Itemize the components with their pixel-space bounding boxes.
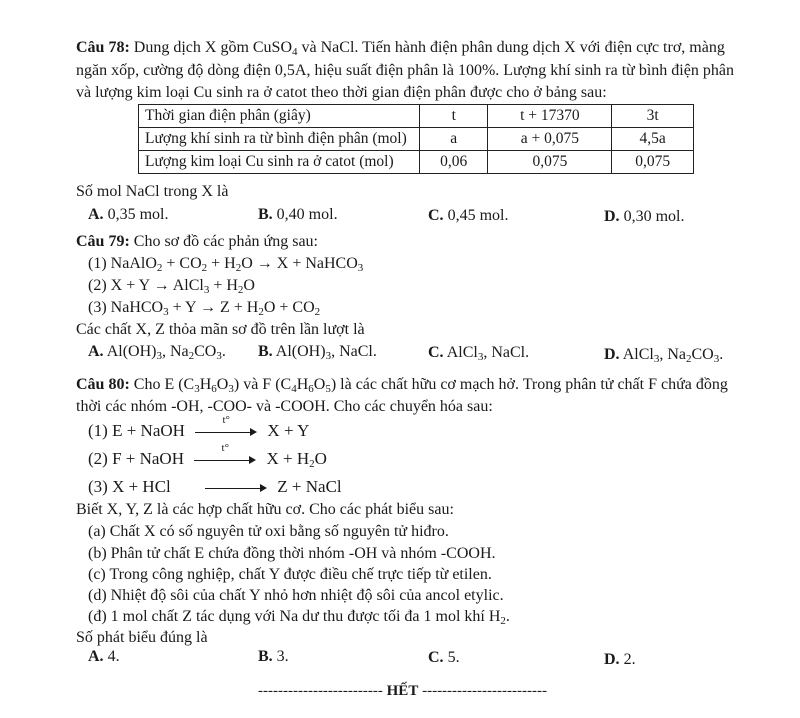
option-text: 4.: [107, 648, 120, 665]
dashes-right: -------------------------: [422, 683, 547, 699]
option-letter: D.: [604, 651, 620, 668]
q80-reaction-3: [88, 476, 342, 497]
table-cell: 0,075: [612, 151, 694, 174]
r1-left: (1) E + NaOH: [88, 421, 185, 440]
option-text: Al(OH): [106, 343, 157, 360]
q80-intro2: Biết X, Y, Z là các hợp chất hữu cơ. Cho các phát biểu sau:: [76, 501, 454, 518]
q80-statement-a: (a) Chất X có số nguyên tử oxi bằng số nguyên tử hiđro.: [88, 523, 449, 540]
q80-text-a: Cho E (C: [133, 376, 195, 393]
r3-a: (3) NaHCO: [88, 299, 164, 316]
q80-option-d[interactable]: [604, 650, 636, 670]
option-letter: C.: [428, 344, 444, 361]
q80-statement-c: (c) Trong công nghiệp, chất Y được điều chế trực tiếp từ etilen.: [88, 566, 492, 583]
arrow-heat-icon: [194, 442, 256, 467]
table-row: [139, 151, 694, 174]
option-letter: B.: [258, 206, 273, 223]
option-letter: C.: [428, 207, 444, 224]
r1-right: X + Y: [267, 421, 310, 440]
q80-statement-b: (b) Phân tử chất E chứa đồng thời nhóm -OH và nhóm -COOH.: [88, 545, 496, 562]
option-text: AlCl: [446, 344, 478, 361]
q79-option-c[interactable]: C. AlCl$_3$, NaCl.: [428, 344, 530, 363]
table-cell: 0,06: [420, 151, 488, 174]
q79-option-b[interactable]: B. $Al(OH)_3$, NaCl.: [258, 343, 377, 362]
option-text: 0,40 mol.: [276, 206, 338, 223]
q79-option-d[interactable]: D. AlCl$_3$, $Na_2CO_3$.: [604, 346, 724, 365]
q79-reaction-3: (3) NaHCO$_3$ + $Y \to Z + H_2O + CO_2$: [88, 299, 321, 318]
r2-a: (2) X + Y → AlCl: [88, 277, 204, 294]
option-letter: A.: [88, 206, 104, 223]
q79-reaction-2: (2) X + Y → AlCl$_3$ + $H_2O$: [88, 277, 255, 296]
table-row: [139, 105, 694, 128]
arrow-heat-icon: [195, 414, 257, 439]
option-letter: D.: [604, 208, 620, 225]
r2-left: (2) F + NaOH: [88, 449, 184, 468]
table-cell: 3t: [612, 105, 694, 128]
q79-line1: [76, 232, 318, 252]
q78-option-a[interactable]: [88, 205, 168, 225]
q80-label: Câu 80:: [76, 376, 130, 393]
table-cell: a + 0,075: [488, 128, 612, 151]
q80-line1: Câu 80: Cho E $(C_3H_6O_3)$ và F $(C_4H_6O_5)$ là các chất hữu cơ mạch hở. Trong phân tử chất F chứa đồng: [76, 376, 728, 395]
q78-option-c[interactable]: [428, 206, 508, 226]
q80-statement-d: (d) Nhiệt độ sôi của chất Y nhỏ hơn nhiệt độ sôi của ancol etylic.: [88, 587, 504, 604]
q78-question: Số mol NaCl trong X là: [76, 183, 229, 200]
option-text: 3.: [276, 648, 289, 665]
table-row: [139, 128, 694, 151]
r1-a: (1) NaAlO: [88, 255, 157, 272]
option-letter: A.: [88, 343, 104, 360]
q78-option-b[interactable]: [258, 205, 338, 225]
option-letter: B.: [258, 343, 273, 360]
end-text: HẾT: [386, 683, 419, 699]
end-marker: [258, 682, 547, 701]
q79-reaction-1: (1) NaAlO$_2$ + $CO_2 + H_2O \to X$ + NaHCO$_3$: [88, 255, 364, 274]
r3-left: (3) X + HCl: [88, 477, 171, 496]
option-letter: D.: [604, 346, 620, 363]
q80-reaction-2: (2) F + NaOH t° $X + H_2O$: [88, 442, 327, 470]
option-text: AlCl: [622, 346, 654, 363]
table-cell: t: [420, 105, 488, 128]
table-cell: a: [420, 128, 488, 151]
table-cell: Lượng kim loại Cu sinh ra ở catot (mol): [139, 151, 420, 174]
q80-text-b: ) và F (C: [233, 376, 292, 393]
q80-statement-dd: (đ) 1 mol chất Z tác dụng với Na dư thu được tối đa 1 mol khí $H_2$.: [88, 608, 510, 627]
table-cell: t + 17370: [488, 105, 612, 128]
table-cell: Thời gian điện phân (giây): [139, 105, 420, 128]
q78-sub: 4: [292, 46, 298, 58]
r3-right: Z + NaCl: [277, 477, 342, 496]
q78-text-b: và NaCl. Tiến hành điện phân dung dịch X với điện cực trơ, màng: [297, 39, 725, 56]
option-text: 2.: [623, 651, 636, 668]
r2-right: X + H: [266, 449, 310, 468]
arrow-label: t°: [222, 414, 230, 427]
option-text: 0,30 mol.: [623, 208, 685, 225]
option-text: 0,35 mol.: [107, 206, 169, 223]
arrow-icon: [205, 481, 267, 495]
q78-option-d[interactable]: [604, 207, 684, 227]
q80-question: Số phát biểu đúng là: [76, 629, 208, 646]
q80-reaction-1: [88, 414, 310, 441]
q79-label: Câu 79:: [76, 233, 130, 250]
q80-line2: thời các nhóm -OH, -COO- và -COOH. Cho các chuyển hóa sau:: [76, 398, 493, 415]
q79-question: Các chất X, Z thỏa mãn sơ đồ trên lần lượt là: [76, 321, 365, 338]
option-text: 5.: [447, 649, 460, 666]
electrolysis-table: [138, 104, 694, 174]
table-cell: 0,075: [488, 151, 612, 174]
option-letter: C.: [428, 649, 444, 666]
q80-option-c[interactable]: [428, 648, 460, 668]
statement-dd-text: (đ) 1 mol chất Z tác dụng với Na dư thu được tối đa 1 mol khí H: [88, 608, 501, 625]
option-letter: B.: [258, 648, 273, 665]
table-cell: Lượng khí sinh ra từ bình điện phân (mol): [139, 128, 420, 151]
q78-line3: và lượng kim loại Cu sinh ra ở catot theo thời gian điện phân được cho ở bảng sau:: [76, 84, 607, 101]
q80-text-c: ) là các chất hữu cơ mạch hở. Trong phân tử chất F chứa đồng: [330, 376, 728, 393]
q78-line1: [76, 38, 725, 58]
q79-intro: Cho sơ đồ các phản ứng sau:: [133, 233, 318, 250]
q79-option-a[interactable]: A. $Al(OH)_3$, $Na_2CO_3$.: [88, 343, 226, 362]
arrow-label: t°: [221, 442, 229, 455]
option-letter: A.: [88, 648, 104, 665]
option-text: 0,45 mol.: [447, 207, 509, 224]
table-cell: 4,5a: [612, 128, 694, 151]
q78-text-a: Dung dịch X gồm CuSO: [133, 39, 293, 56]
q78-label: Câu 78:: [76, 39, 130, 56]
option-text: Al(OH): [275, 343, 326, 360]
q80-option-b[interactable]: [258, 647, 289, 667]
q78-line2: ngăn xốp, cường độ dòng điện 0,5A, hiệu suất điện phân là 100%. Lượng khí sinh ra từ bình điện phân: [76, 62, 734, 79]
q80-option-a[interactable]: [88, 647, 120, 667]
dashes-left: -------------------------: [258, 683, 383, 699]
